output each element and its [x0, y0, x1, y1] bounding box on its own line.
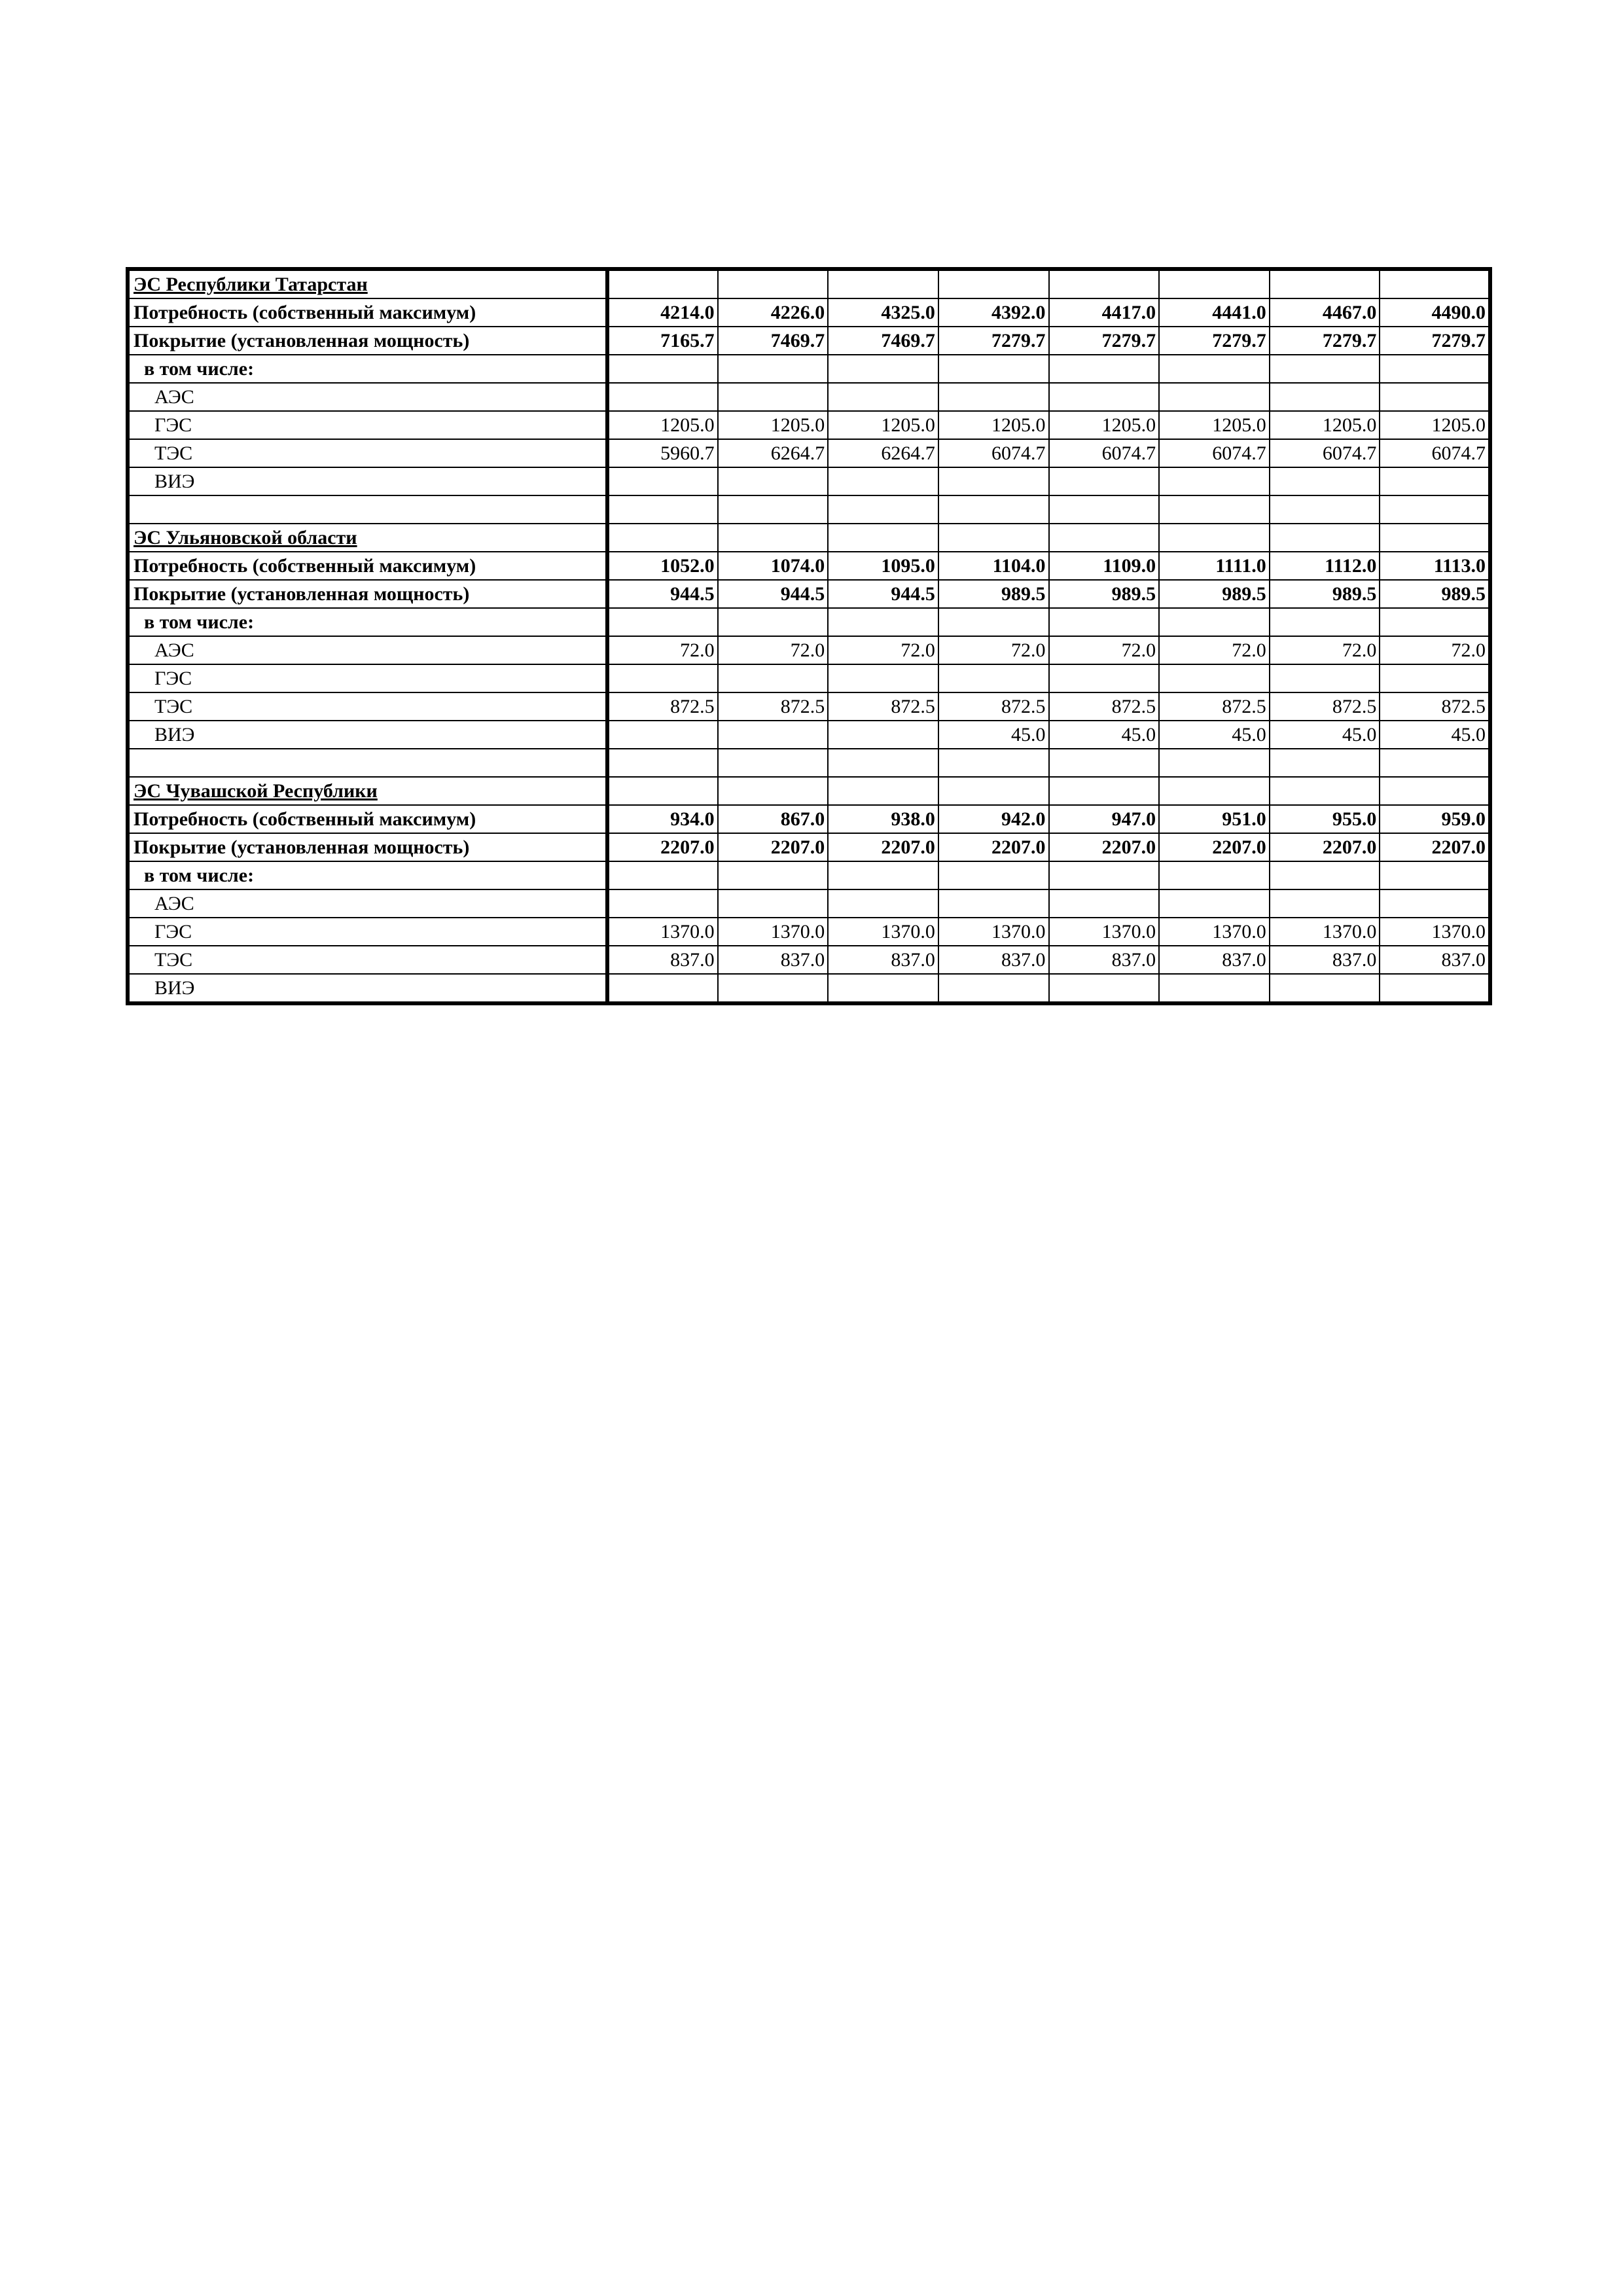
- value-cell: 1370.0: [718, 918, 829, 946]
- value-cell: [1270, 383, 1380, 411]
- value-cell: [718, 889, 829, 918]
- value-cell: [828, 467, 938, 495]
- value-cell: 2207.0: [828, 833, 938, 861]
- spacer-cell: [718, 495, 829, 524]
- value-cell: 7279.7: [1049, 327, 1160, 355]
- spacer-cell: [1159, 749, 1270, 777]
- section-title: ЭС Республики Татарстан: [134, 273, 368, 295]
- table-row: [128, 580, 1490, 608]
- value-cell: 1370.0: [1159, 918, 1270, 946]
- value-cell: 837.0: [1380, 946, 1490, 974]
- value-cell: 1370.0: [1270, 918, 1380, 946]
- spacer-cell: [607, 749, 718, 777]
- value-cell: [1380, 608, 1490, 636]
- value-cell: 7469.7: [718, 327, 829, 355]
- value-cell: [1159, 608, 1270, 636]
- value-cell: [1380, 889, 1490, 918]
- value-cell: 1205.0: [938, 411, 1049, 439]
- spacer-cell: [828, 495, 938, 524]
- value-cell: 4214.0: [607, 298, 718, 327]
- value-cell: [1270, 608, 1380, 636]
- value-cell: [1270, 889, 1380, 918]
- value-cell: 7279.7: [1380, 327, 1490, 355]
- table-row: [128, 918, 1490, 946]
- row-label: Потребность (собственный максимум): [128, 805, 607, 833]
- value-cell: 72.0: [1270, 636, 1380, 664]
- spacer-cell: [607, 495, 718, 524]
- row-label: ВИЭ: [128, 974, 607, 1003]
- value-cell: 72.0: [1049, 636, 1160, 664]
- row-label: Покрытие (установленная мощность): [128, 833, 607, 861]
- value-cell: 6074.7: [1270, 439, 1380, 467]
- value-cell: [1380, 383, 1490, 411]
- value-cell: [1159, 664, 1270, 692]
- value-cell: 872.5: [938, 692, 1049, 721]
- table-row: [128, 552, 1490, 580]
- value-cell: 4417.0: [1049, 298, 1160, 327]
- empty-cell: [938, 777, 1049, 805]
- value-cell: [938, 974, 1049, 1003]
- value-cell: 6074.7: [1380, 439, 1490, 467]
- spacer-cell: [938, 495, 1049, 524]
- value-cell: [828, 721, 938, 749]
- value-cell: 951.0: [1159, 805, 1270, 833]
- spacer-cell: [1270, 495, 1380, 524]
- spacer-cell: [1159, 495, 1270, 524]
- table-row: [128, 411, 1490, 439]
- value-cell: 867.0: [718, 805, 829, 833]
- row-label: Потребность (собственный максимум): [128, 298, 607, 327]
- value-cell: 72.0: [938, 636, 1049, 664]
- row-label: ТЭС: [128, 692, 607, 721]
- value-cell: 1104.0: [938, 552, 1049, 580]
- value-cell: 1095.0: [828, 552, 938, 580]
- value-cell: [938, 467, 1049, 495]
- value-cell: 45.0: [938, 721, 1049, 749]
- row-label: в том числе:: [128, 608, 607, 636]
- value-cell: [607, 664, 718, 692]
- spacer-cell: [828, 749, 938, 777]
- value-cell: [1159, 383, 1270, 411]
- table-row: [128, 383, 1490, 411]
- value-cell: 1052.0: [607, 552, 718, 580]
- value-cell: 72.0: [828, 636, 938, 664]
- value-cell: [1159, 861, 1270, 889]
- table-row: [128, 298, 1490, 327]
- empty-cell: [828, 269, 938, 298]
- value-cell: 1074.0: [718, 552, 829, 580]
- row-label: ВИЭ: [128, 721, 607, 749]
- table-row: [128, 327, 1490, 355]
- section-title-cell: [128, 269, 607, 298]
- value-cell: 4467.0: [1270, 298, 1380, 327]
- table-row: [128, 861, 1490, 889]
- value-cell: 1205.0: [1159, 411, 1270, 439]
- value-cell: 2207.0: [1049, 833, 1160, 861]
- value-cell: 934.0: [607, 805, 718, 833]
- value-cell: [607, 974, 718, 1003]
- value-cell: [1270, 974, 1380, 1003]
- value-cell: [718, 383, 829, 411]
- row-label: ГЭС: [128, 411, 607, 439]
- value-cell: 7279.7: [938, 327, 1049, 355]
- value-cell: [718, 974, 829, 1003]
- empty-cell: [1270, 777, 1380, 805]
- row-label: в том числе:: [128, 861, 607, 889]
- value-cell: 959.0: [1380, 805, 1490, 833]
- table-row: [128, 805, 1490, 833]
- value-cell: [1270, 861, 1380, 889]
- section-title-cell: [128, 524, 607, 552]
- value-cell: 1205.0: [1049, 411, 1160, 439]
- empty-cell: [1380, 269, 1490, 298]
- section-title-row: [128, 524, 1490, 552]
- value-cell: [1270, 664, 1380, 692]
- value-cell: 4441.0: [1159, 298, 1270, 327]
- value-cell: 5960.7: [607, 439, 718, 467]
- value-cell: [938, 889, 1049, 918]
- empty-cell: [1049, 524, 1160, 552]
- value-cell: 2207.0: [1380, 833, 1490, 861]
- value-cell: 938.0: [828, 805, 938, 833]
- empty-cell: [1159, 777, 1270, 805]
- table-row: [128, 355, 1490, 383]
- value-cell: [938, 861, 1049, 889]
- value-cell: 72.0: [718, 636, 829, 664]
- value-cell: 72.0: [1159, 636, 1270, 664]
- value-cell: 837.0: [1270, 946, 1380, 974]
- value-cell: [718, 608, 829, 636]
- value-cell: 1205.0: [607, 411, 718, 439]
- empty-cell: [1270, 524, 1380, 552]
- value-cell: 837.0: [607, 946, 718, 974]
- value-cell: 989.5: [938, 580, 1049, 608]
- value-cell: [828, 383, 938, 411]
- spacer-cell: [938, 749, 1049, 777]
- empty-cell: [718, 777, 829, 805]
- value-cell: 1109.0: [1049, 552, 1160, 580]
- row-label: Потребность (собственный максимум): [128, 552, 607, 580]
- section-title-cell: [128, 777, 607, 805]
- value-cell: [1159, 889, 1270, 918]
- value-cell: [718, 664, 829, 692]
- empty-cell: [828, 777, 938, 805]
- value-cell: 872.5: [1380, 692, 1490, 721]
- value-cell: [1049, 608, 1160, 636]
- value-cell: [607, 467, 718, 495]
- value-cell: [607, 355, 718, 383]
- spacer-cell: [1049, 495, 1160, 524]
- value-cell: [1380, 664, 1490, 692]
- value-cell: 872.5: [718, 692, 829, 721]
- value-cell: 947.0: [1049, 805, 1160, 833]
- value-cell: 872.5: [828, 692, 938, 721]
- value-cell: 7165.7: [607, 327, 718, 355]
- empty-cell: [1049, 777, 1160, 805]
- section-title: ЭС Ульяновской области: [134, 526, 357, 548]
- value-cell: 872.5: [1270, 692, 1380, 721]
- value-cell: 1205.0: [1380, 411, 1490, 439]
- value-cell: [607, 383, 718, 411]
- value-cell: [828, 861, 938, 889]
- table-row: [128, 467, 1490, 495]
- value-cell: [1270, 355, 1380, 383]
- value-cell: [1380, 355, 1490, 383]
- value-cell: 7279.7: [1270, 327, 1380, 355]
- section-title: ЭС Чувашской Республики: [134, 780, 378, 802]
- value-cell: 4490.0: [1380, 298, 1490, 327]
- spacer-cell: [718, 749, 829, 777]
- value-cell: [1049, 467, 1160, 495]
- value-cell: 45.0: [1049, 721, 1160, 749]
- power-balance-table: [126, 267, 1492, 1005]
- empty-cell: [1270, 269, 1380, 298]
- row-label: ВИЭ: [128, 467, 607, 495]
- value-cell: [607, 861, 718, 889]
- value-cell: 955.0: [1270, 805, 1380, 833]
- value-cell: 837.0: [718, 946, 829, 974]
- value-cell: [938, 355, 1049, 383]
- empty-cell: [718, 269, 829, 298]
- spacer-cell: [128, 749, 607, 777]
- table-row: [128, 636, 1490, 664]
- value-cell: 989.5: [1380, 580, 1490, 608]
- value-cell: 2207.0: [718, 833, 829, 861]
- value-cell: 72.0: [607, 636, 718, 664]
- value-cell: [828, 355, 938, 383]
- value-cell: 989.5: [1270, 580, 1380, 608]
- value-cell: [1049, 974, 1160, 1003]
- value-cell: [1380, 467, 1490, 495]
- value-cell: 1205.0: [828, 411, 938, 439]
- value-cell: 6074.7: [1159, 439, 1270, 467]
- value-cell: 45.0: [1159, 721, 1270, 749]
- value-cell: 2207.0: [1159, 833, 1270, 861]
- table-row: [128, 889, 1490, 918]
- value-cell: 944.5: [718, 580, 829, 608]
- empty-cell: [607, 269, 718, 298]
- value-cell: [828, 608, 938, 636]
- value-cell: 4325.0: [828, 298, 938, 327]
- value-cell: 72.0: [1380, 636, 1490, 664]
- value-cell: 7469.7: [828, 327, 938, 355]
- row-label: ГЭС: [128, 664, 607, 692]
- value-cell: 872.5: [607, 692, 718, 721]
- value-cell: 944.5: [607, 580, 718, 608]
- table-row: [128, 439, 1490, 467]
- value-cell: [607, 889, 718, 918]
- value-cell: [1049, 383, 1160, 411]
- value-cell: 837.0: [1049, 946, 1160, 974]
- value-cell: [1159, 467, 1270, 495]
- empty-cell: [607, 777, 718, 805]
- spacer-row: [128, 495, 1490, 524]
- empty-cell: [1159, 524, 1270, 552]
- value-cell: [718, 861, 829, 889]
- row-label: в том числе:: [128, 355, 607, 383]
- value-cell: [1380, 974, 1490, 1003]
- value-cell: [1159, 974, 1270, 1003]
- value-cell: 6074.7: [1049, 439, 1160, 467]
- value-cell: 1205.0: [718, 411, 829, 439]
- value-cell: [1270, 467, 1380, 495]
- empty-cell: [1159, 269, 1270, 298]
- value-cell: 837.0: [1159, 946, 1270, 974]
- value-cell: [607, 721, 718, 749]
- value-cell: 1370.0: [607, 918, 718, 946]
- row-label: Покрытие (установленная мощность): [128, 580, 607, 608]
- section-title-row: [128, 269, 1490, 298]
- value-cell: 45.0: [1270, 721, 1380, 749]
- value-cell: [607, 608, 718, 636]
- value-cell: [938, 664, 1049, 692]
- value-cell: 45.0: [1380, 721, 1490, 749]
- value-cell: [828, 889, 938, 918]
- value-cell: [938, 383, 1049, 411]
- empty-cell: [1380, 524, 1490, 552]
- value-cell: 1112.0: [1270, 552, 1380, 580]
- value-cell: [938, 608, 1049, 636]
- value-cell: 6074.7: [938, 439, 1049, 467]
- empty-cell: [1049, 269, 1160, 298]
- spacer-cell: [1380, 749, 1490, 777]
- value-cell: 872.5: [1049, 692, 1160, 721]
- spacer-cell: [1270, 749, 1380, 777]
- table-row: [128, 833, 1490, 861]
- row-label: ТЭС: [128, 439, 607, 467]
- value-cell: 942.0: [938, 805, 1049, 833]
- value-cell: 1370.0: [1380, 918, 1490, 946]
- spacer-cell: [128, 495, 607, 524]
- value-cell: [828, 974, 938, 1003]
- spacer-cell: [1380, 495, 1490, 524]
- row-label: Покрытие (установленная мощность): [128, 327, 607, 355]
- table-row: [128, 608, 1490, 636]
- empty-cell: [828, 524, 938, 552]
- value-cell: [1049, 889, 1160, 918]
- value-cell: 944.5: [828, 580, 938, 608]
- spacer-row: [128, 749, 1490, 777]
- table-row: [128, 946, 1490, 974]
- value-cell: 837.0: [828, 946, 938, 974]
- row-label: ТЭС: [128, 946, 607, 974]
- value-cell: 872.5: [1159, 692, 1270, 721]
- value-cell: 989.5: [1159, 580, 1270, 608]
- row-label: АЭС: [128, 889, 607, 918]
- value-cell: [828, 664, 938, 692]
- value-cell: 4226.0: [718, 298, 829, 327]
- table-row: [128, 664, 1490, 692]
- value-cell: 1370.0: [828, 918, 938, 946]
- value-cell: [718, 467, 829, 495]
- empty-cell: [938, 269, 1049, 298]
- value-cell: 7279.7: [1159, 327, 1270, 355]
- value-cell: 2207.0: [1270, 833, 1380, 861]
- row-label: АЭС: [128, 383, 607, 411]
- value-cell: 989.5: [1049, 580, 1160, 608]
- value-cell: [718, 355, 829, 383]
- value-cell: 1111.0: [1159, 552, 1270, 580]
- value-cell: 6264.7: [828, 439, 938, 467]
- spacer-cell: [1049, 749, 1160, 777]
- value-cell: 2207.0: [607, 833, 718, 861]
- value-cell: 1370.0: [1049, 918, 1160, 946]
- empty-cell: [1380, 777, 1490, 805]
- row-label: АЭС: [128, 636, 607, 664]
- value-cell: 2207.0: [938, 833, 1049, 861]
- table-row: [128, 692, 1490, 721]
- value-cell: 1205.0: [1270, 411, 1380, 439]
- empty-cell: [718, 524, 829, 552]
- value-cell: [1049, 664, 1160, 692]
- table-row: [128, 721, 1490, 749]
- value-cell: [1380, 861, 1490, 889]
- empty-cell: [607, 524, 718, 552]
- value-cell: [1159, 355, 1270, 383]
- empty-cell: [938, 524, 1049, 552]
- section-title-row: [128, 777, 1490, 805]
- value-cell: [718, 721, 829, 749]
- value-cell: [1049, 355, 1160, 383]
- value-cell: 4392.0: [938, 298, 1049, 327]
- value-cell: 1370.0: [938, 918, 1049, 946]
- table-row: [128, 974, 1490, 1003]
- value-cell: 6264.7: [718, 439, 829, 467]
- value-cell: 1113.0: [1380, 552, 1490, 580]
- value-cell: [1049, 861, 1160, 889]
- row-label: ГЭС: [128, 918, 607, 946]
- value-cell: 837.0: [938, 946, 1049, 974]
